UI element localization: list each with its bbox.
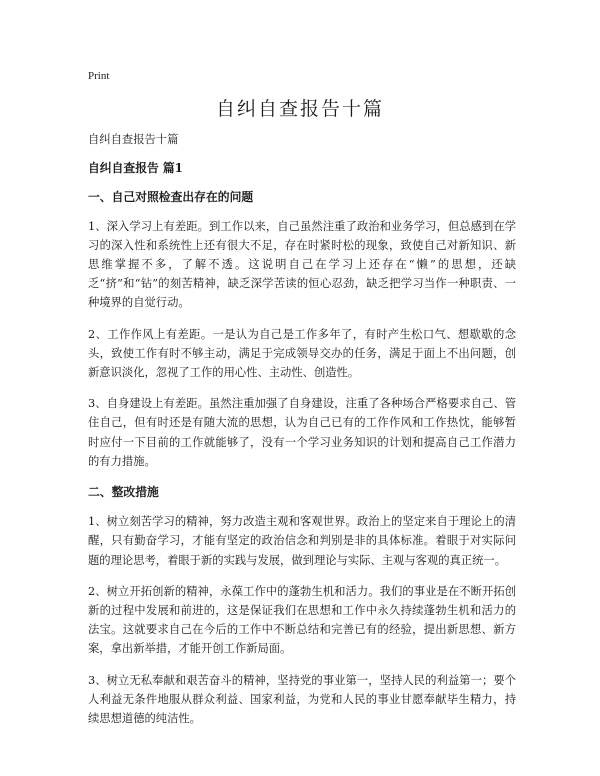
section-heading-measures: 二、整改措施 (88, 485, 159, 500)
paragraph: 3、树立无私奉献和艰苦奋斗的精神，坚持党的事业第一，坚持人民的利益第一；要个人利益无条件地服从群众利益、国家利益，为党和人民的事业甘愿奉献毕生精力，持续思想道德的纯洁性。 (88, 673, 516, 726)
page-title: 自纠自查报告十篇 (215, 98, 384, 120)
paragraph: 1、深入学习上有差距。到工作以来，自己虽然注重了政治和业务学习，但总感到在学习的深入性和系统性上还有很大不足，存在时紧时松的现象，致使自己对新知识、新思维掌握不多，了解不透。这说明自己在学习上还存在“懒”的思想，还缺乏“挤”和“钻”的刻苦精神，缺乏深学苦读的恒心忍劲，缺乏把学习当作一种职责、一种境界的自觉行动。 (88, 219, 516, 310)
paragraph: 3、自身建设上有差距。虽然注重加强了自身建设，注重了各种场合严格要求自己、管住自己，但有时还是有随大流的思想，认为自己已有的工作作风和工作热忱，能够暂时应付一下目前的工作就能够了，没有一个学习业务知识的计划和提高自己工作潜力的有力措施。 (88, 397, 516, 468)
document-subtitle: 自纠自查报告十篇 (88, 133, 179, 146)
section-heading-problems: 一、自己对照检查出存在的问题 (88, 190, 254, 205)
print-link[interactable]: Print (88, 70, 110, 82)
paragraph: 2、树立开拓创新的精神，永葆工作中的蓬勃生机和活力。我们的事业是在不断开拓创新的过程中发展和前进的，这是保证我们在思想和工作中永久持续蓬勃生机和活力的法宝。这就要求自己在今后的工作中不断总结和完善已有的经验，提出新思想、新方案，拿出新举措，才能开创工作新局面。 (88, 584, 516, 656)
paragraph: 1、树立刻苦学习的精神，努力改造主观和客观世界。政治上的坚定来自于理论上的清醒，只有勤奋学习，才能有坚定的政治信念和判别是非的具体标准。着眼于对实际问题的理论思考，着眼于新的实践与发展，做到理论与实际、主观与客观的真正统一。 (88, 515, 516, 567)
paragraph: 2、工作作风上有差距。一是认为自己是工作多年了，有时产生松口气、想歇歇的念头，致使工作有时不够主动，满足于完成领导交办的任务，满足于面上不出问题，创新意识淡化，忽视了工作的用心性、主动性、创造性。 (88, 327, 516, 380)
document-body (88, 130, 516, 740)
article-heading: 自纠自查报告 篇1 (88, 161, 183, 176)
